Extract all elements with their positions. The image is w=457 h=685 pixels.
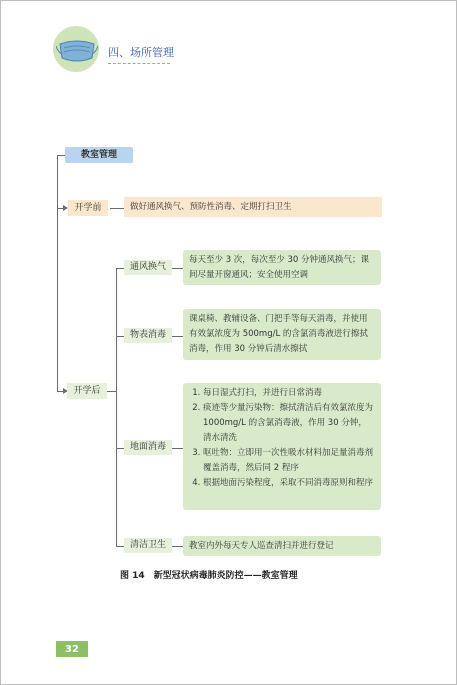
cleaning-label: 清洁卫生 — [124, 538, 172, 553]
page-number: 32 — [56, 641, 88, 657]
ventilation-content: 每天至少 3 次，每次至少 30 分钟通风换气；课间尽量开窗通风；安全使用空调 — [183, 250, 381, 285]
chapter-underline — [108, 63, 170, 64]
branch-4 — [116, 546, 124, 547]
trunk-line — [57, 155, 58, 391]
surface-disinfection-label: 物表消毒 — [124, 328, 172, 343]
before-label: 开学前 — [68, 200, 108, 216]
link-4 — [172, 546, 183, 547]
branch-1 — [116, 268, 124, 269]
floor-step-2: 2. 痰迹等少量污染物：擦拭清洁后有效氯浓度为 1000mg/L 的含氯消毒液，作用 30 分钟，清水清洗 — [203, 401, 375, 446]
floor-disinfection-content — [183, 383, 381, 510]
branch-3 — [116, 448, 124, 449]
root-node: 教室管理 — [65, 147, 133, 163]
floor-step-1: 1. 每日湿式打扫，并进行日常消毒 — [203, 386, 375, 401]
link-1 — [172, 268, 183, 269]
root-connector — [57, 155, 65, 156]
cleaning-content: 教室内外每天专人巡查清扫并进行登记 — [183, 536, 381, 556]
surface-disinfection-content: 课桌椅、教辅设备、门把手等每天消毒，并使用有效氯浓度为 500mg/L 的含氯消毒液进行擦拭消毒，作用 30 分钟后清水擦拭 — [183, 309, 381, 360]
ventilation-label: 通风换气 — [124, 260, 172, 275]
floor-step-3: 3. 呕吐物：立即用一次性吸水材料加足量消毒剂覆盖消毒，然后同 2 程序 — [203, 446, 375, 476]
floor-step-4: 4. 根据地面污染程度，采取不同消毒原则和程序 — [203, 476, 375, 491]
mask-icon — [56, 38, 98, 64]
chapter-title: 四、场所管理 — [108, 46, 174, 59]
after-label: 开学后 — [67, 383, 107, 399]
figure-caption: 图 14 新型冠状病毒肺炎防控——教室管理 — [120, 571, 298, 581]
link-2 — [172, 336, 183, 337]
before-content: 做好通风换气、预防性消毒、定期打扫卫生 — [124, 197, 382, 217]
branch-2 — [116, 336, 124, 337]
post-hline — [107, 391, 116, 392]
link-3 — [172, 448, 183, 449]
branch-trunk — [116, 268, 117, 546]
floor-disinfection-label: 地面消毒 — [124, 440, 172, 455]
before-dash — [110, 208, 124, 209]
